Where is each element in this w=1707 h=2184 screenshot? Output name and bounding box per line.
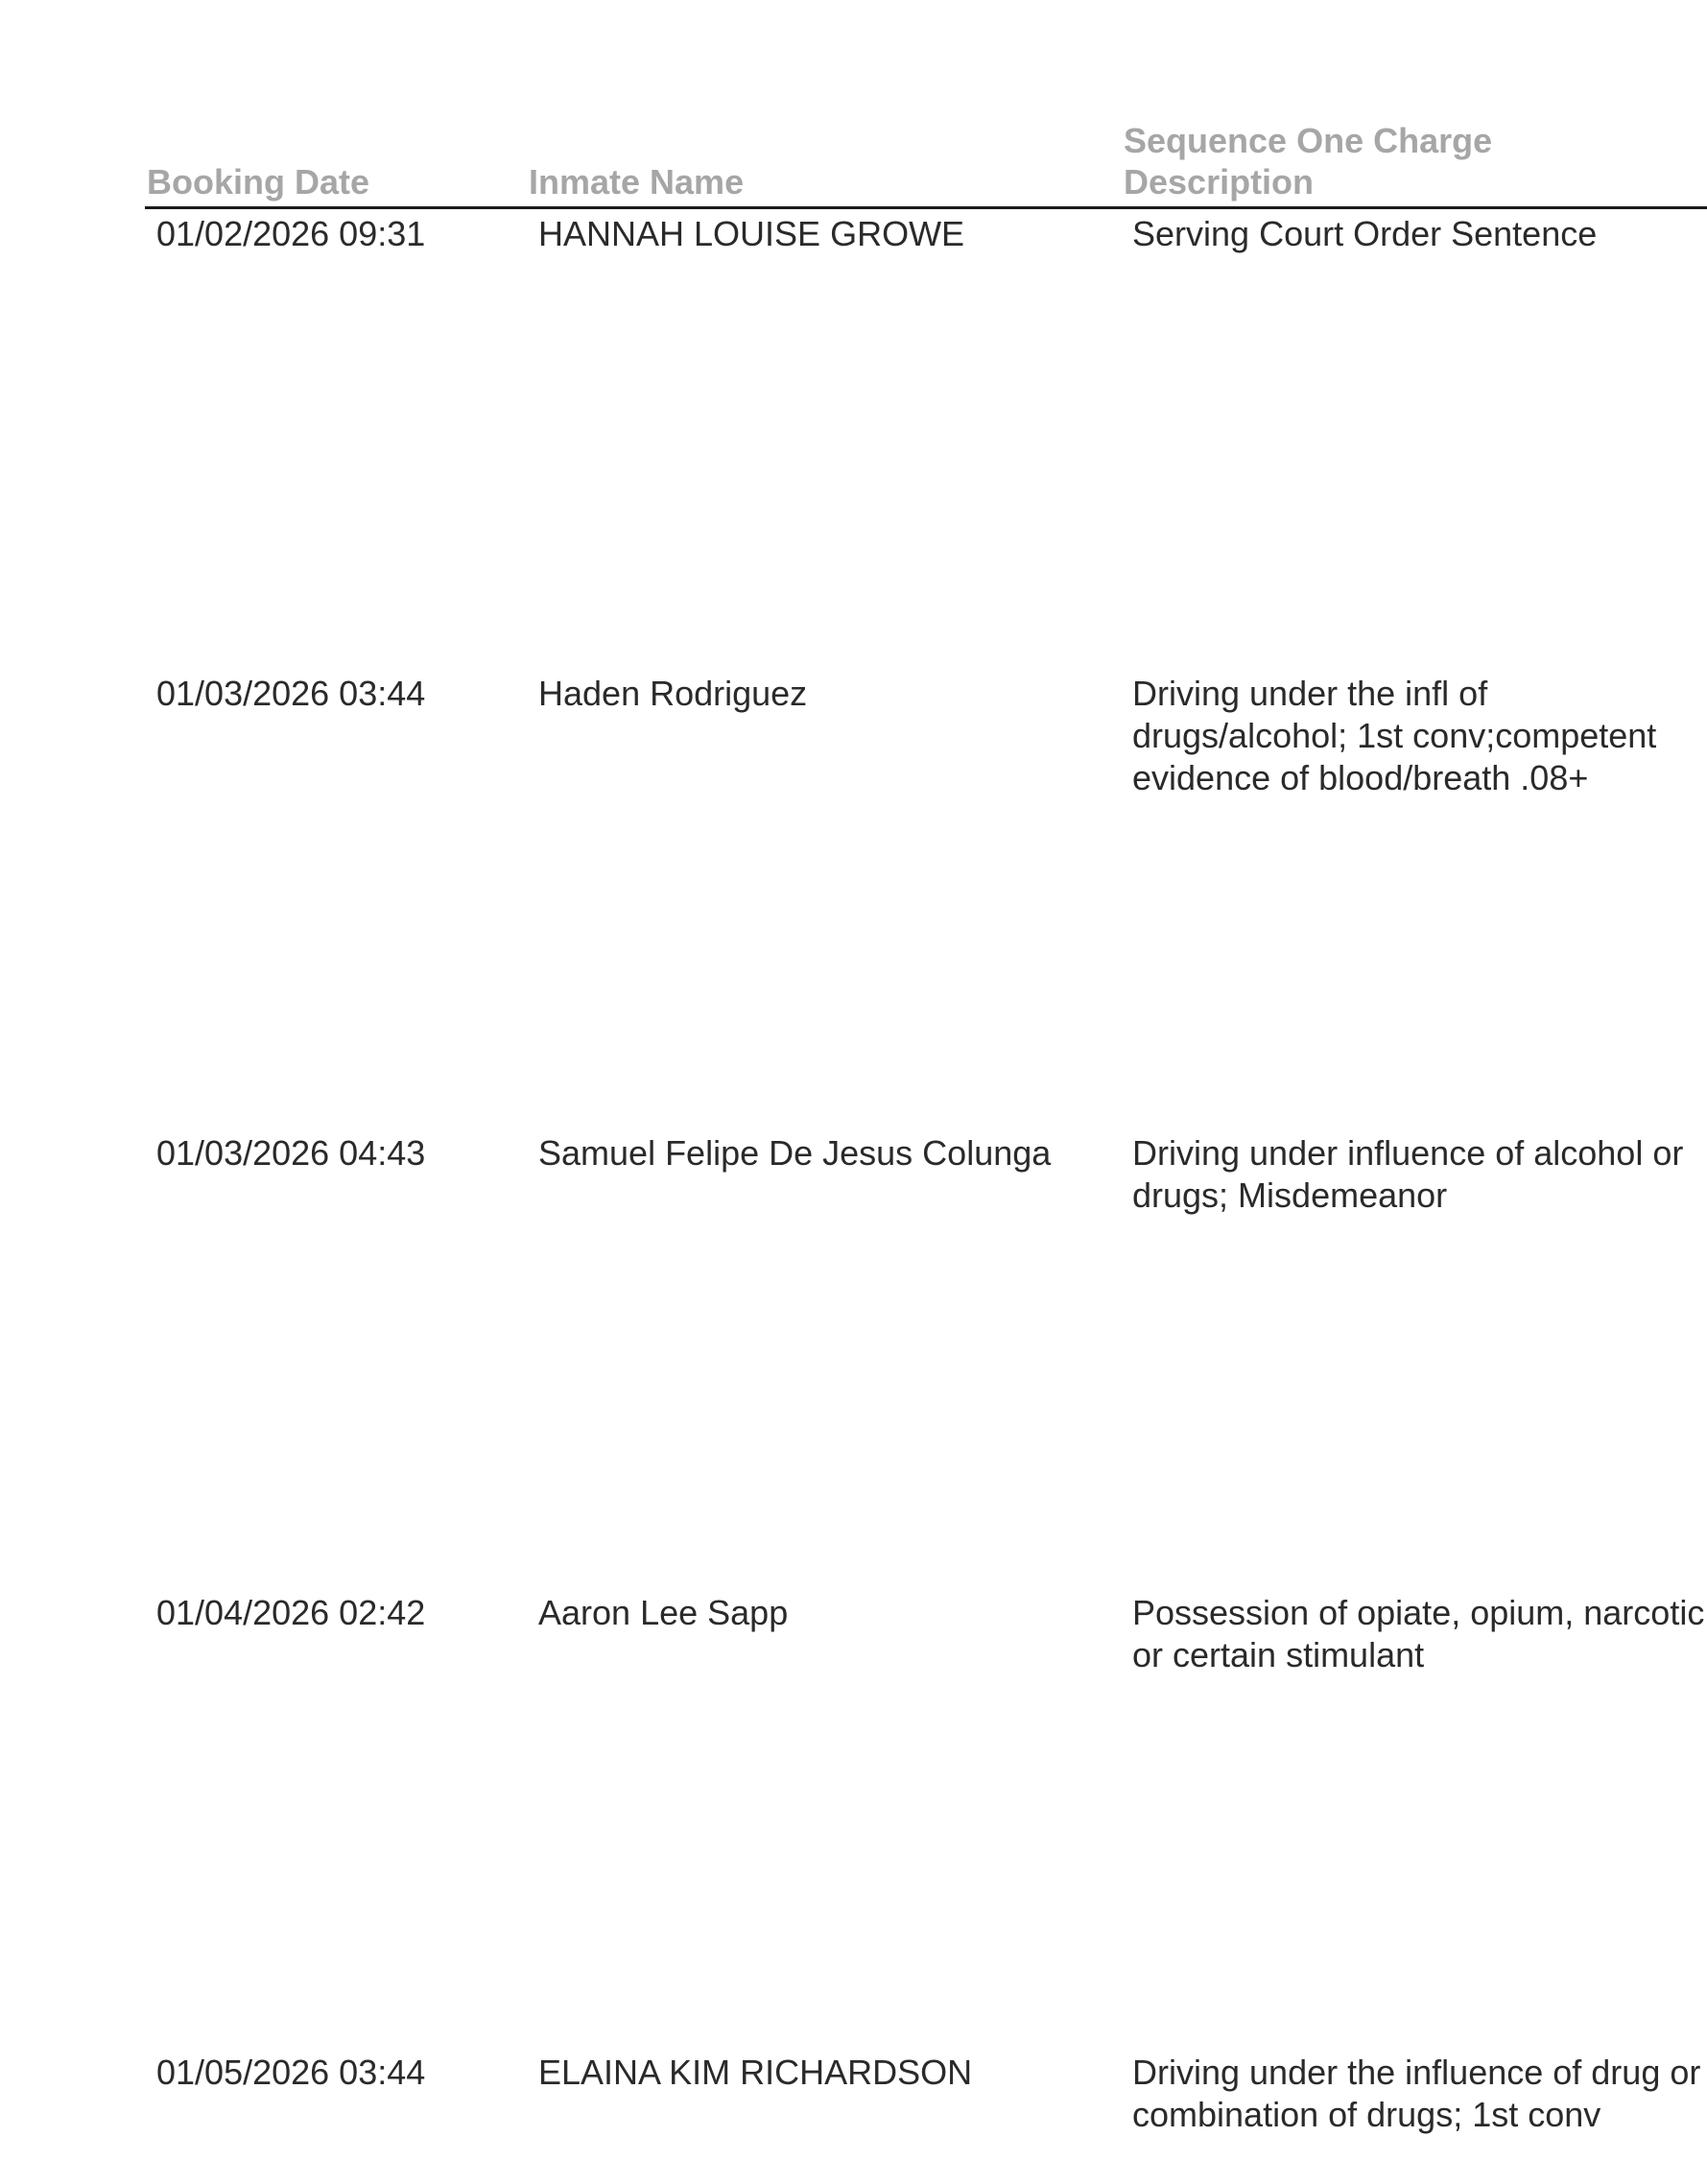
table-row bbox=[0, 673, 1707, 1131]
charge-cell: Driving under the influence of drug or combination of drugs; 1st conv bbox=[1132, 2053, 1701, 2134]
header-inmate-name: Inmate Name bbox=[529, 162, 745, 202]
inmate-name-cell: HANNAH LOUISE GROWE bbox=[538, 214, 965, 253]
table-row bbox=[0, 1592, 1707, 2051]
table-row bbox=[0, 1132, 1707, 1591]
booking-date-cell: 01/02/2026 09:31 bbox=[156, 214, 426, 253]
inmate-name-cell: Samuel Felipe De Jesus Colunga bbox=[538, 1133, 1052, 1173]
table-header bbox=[0, 0, 1707, 209]
header-charge-description: Sequence One Charge Description bbox=[1124, 121, 1493, 202]
header-divider bbox=[145, 206, 1707, 209]
charge-cell: Driving under influence of alcohol or drugs; Misdemeanor bbox=[1132, 1133, 1684, 1215]
header-booking-date: Booking Date bbox=[147, 162, 370, 202]
inmate-name-cell: Aaron Lee Sapp bbox=[538, 1593, 789, 1632]
inmate-name-cell: Haden Rodriguez bbox=[538, 674, 808, 713]
inmate-name-cell: ELAINA KIM RICHARDSON bbox=[538, 2053, 973, 2092]
table-row bbox=[0, 2052, 1707, 2184]
booking-date-cell: 01/03/2026 03:44 bbox=[156, 674, 426, 713]
charge-cell: Driving under the infl of drugs/alcohol; 1st conv;competent evidence of blood/breath .08+ bbox=[1132, 674, 1657, 797]
booking-date-cell: 01/04/2026 02:42 bbox=[156, 1593, 426, 1632]
table-row bbox=[0, 213, 1707, 672]
charge-cell: Possession of opiate, opium, narcotic or certain stimulant bbox=[1132, 1593, 1705, 1674]
booking-date-cell: 01/03/2026 04:43 bbox=[156, 1133, 426, 1173]
booking-date-cell: 01/05/2026 03:44 bbox=[156, 2053, 426, 2092]
charge-cell: Serving Court Order Sentence bbox=[1132, 214, 1598, 253]
